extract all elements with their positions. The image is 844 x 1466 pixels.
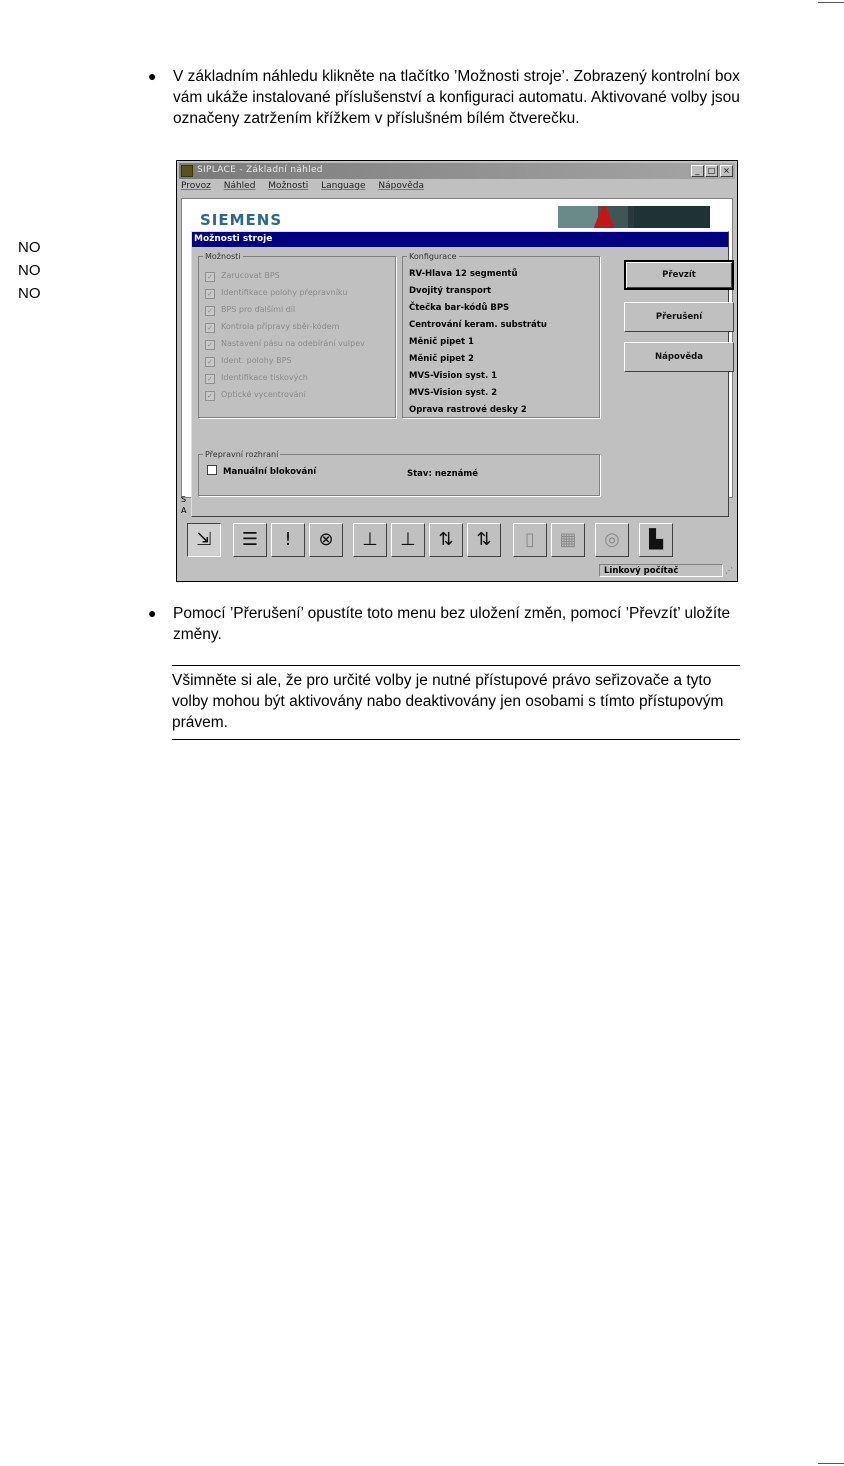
machine-options-dialog [191,231,729,517]
option-row: ✓ Zarucovat BPS [205,271,280,285]
option-row: ✓ Kontrola přípravy sběr-kódem [205,322,339,336]
config-item: Oprava rastrové desky 2 [409,405,527,415]
window-title: SIPLACE - Základní náhled [197,165,323,175]
manual-lock-checkbox[interactable] [207,465,217,475]
app-window-screenshot [176,160,738,582]
option-checkbox[interactable]: ✓ [205,340,215,350]
option-row: ✓ Nastavení pásu na odebírání vulpev [205,339,365,353]
margin-note: NO [18,285,41,302]
list-icon[interactable]: ☰ [233,523,267,557]
banner-image [558,206,710,228]
status-line-computer: Linkový počítač [599,564,723,577]
access-rights-note: Všimněte si ale, že pro určité volby je nutné přístupové právo seřizovače a tyto volby mohou být aktivovány nabo deaktivovány jen osobami s tímto přístupovým právem. [172,665,740,740]
option-checkbox[interactable]: ✓ [205,306,215,316]
option-row: ✓ Identifikace tiskových [205,373,308,387]
options-group-label: Možnosti [205,252,241,261]
app-icon [181,165,193,177]
banner-red-accent [592,206,616,228]
option-checkbox[interactable]: ✓ [205,323,215,333]
option-checkbox[interactable]: ✓ [205,289,215,299]
option-row: ✓ Optické vycentrování [205,390,306,404]
config-item: Centrování keram. substrátu [409,320,547,330]
menu-item-language[interactable]: Language [321,181,366,191]
config-item: Měnič pipet 1 [409,337,474,347]
configuration-group-label: Konfigurace [409,252,457,261]
config-item: MVS-Vision syst. 1 [409,371,498,381]
config-item: MVS-Vision syst. 2 [409,388,498,398]
close-button[interactable]: × [720,165,733,177]
instruction-text-1: V základním náhledu klikněte na tlačítko ’Možnosti stroje’. Zobrazený kontrolní box vám ukáže instalované příslušenství a konfiguraci automatu. Aktivované volby jsou označeny zatržením křížkem v příslušném bílém čtverečku. [173,68,740,127]
option-row: ✓ Identifikace polohy přepravníku [205,288,347,302]
menu-bar [181,181,434,195]
menu-item-moznosti[interactable]: Možnosti [268,181,309,191]
side-letters: S A [181,495,187,515]
cancel-button[interactable]: Přerušení [624,302,734,332]
config-item: Dvojitý transport [409,286,492,296]
window-titlebar [179,163,735,179]
feeder-reel-icon[interactable]: ⊗ [309,523,343,557]
config-item: Měnič pipet 2 [409,354,474,364]
resize-grip-icon[interactable]: ⋰ [725,566,733,575]
dialog-title: Možnosti stroje [192,232,728,247]
siemens-logo: SIEMENS [200,211,283,229]
help-button[interactable]: Nápověda [624,342,734,372]
instruction-bullet-1 [148,66,748,156]
margin-note: NO [18,262,41,279]
placement-head-2-icon[interactable]: ⊥ [391,523,425,557]
machine-computer-icon[interactable]: ▙ [639,523,673,557]
menu-item-nahled[interactable]: Náhled [223,181,256,191]
options-group [198,252,396,418]
main-toolbar [181,519,733,561]
option-checkbox[interactable]: ✓ [205,374,215,384]
pointer-select-icon[interactable]: ⇲ [187,523,221,557]
option-row: ✓ BPS pro ďalšími díl [205,305,295,319]
bottom-corner-line [818,1463,844,1464]
transport-interface-label: Přepravní rozhraní [205,450,279,459]
option-checkbox[interactable]: ✓ [205,272,215,282]
placement-head-1-icon[interactable]: ⊥ [353,523,387,557]
config-item: RV-Hlava 12 segmentů [409,269,518,279]
menu-item-napoveda[interactable]: Nápověda [378,181,424,191]
menu-item-provoz[interactable]: Provoz [181,181,211,191]
top-corner-line [818,2,844,3]
minimize-button[interactable]: _ [691,165,704,177]
maximize-button[interactable]: □ [705,165,718,177]
transport-interface-group [198,450,600,496]
status-bar [179,563,735,579]
accept-button[interactable]: Převzít [624,260,734,290]
config-item: Čtečka bar-kódů BPS [409,303,510,313]
disabled-tool-3-icon[interactable]: ◎ [595,523,629,557]
disabled-tool-1-icon[interactable]: ▯ [513,523,547,557]
option-checkbox[interactable]: ✓ [205,357,215,367]
nozzle-change-2-icon[interactable]: ⇅ [429,523,463,557]
instruction-text-2: Pomocí ’Přerušení’ opustíte toto menu bez uložení změn, pomocí ’Převzít’ uložíte změny. [173,605,731,643]
interface-state: Stav: neznámé [407,469,478,479]
manual-lock-checkbox-row[interactable] [207,465,316,477]
configuration-group [402,252,600,418]
margin-notes [18,236,41,305]
nozzle-change-1-icon[interactable]: ⇅ [467,523,501,557]
bullet-dot: ● [148,68,157,84]
instruction-bullet-2 [148,603,748,647]
option-row: ✓ Ident. polohy BPS [205,356,291,370]
disabled-tool-2-icon[interactable]: ▦ [551,523,585,557]
option-checkbox[interactable]: ✓ [205,391,215,401]
warning-icon[interactable]: ! [271,523,305,557]
bullet-dot: ● [148,605,157,621]
margin-note: NO [18,239,41,256]
manual-lock-label: Manuální blokování [223,467,317,477]
